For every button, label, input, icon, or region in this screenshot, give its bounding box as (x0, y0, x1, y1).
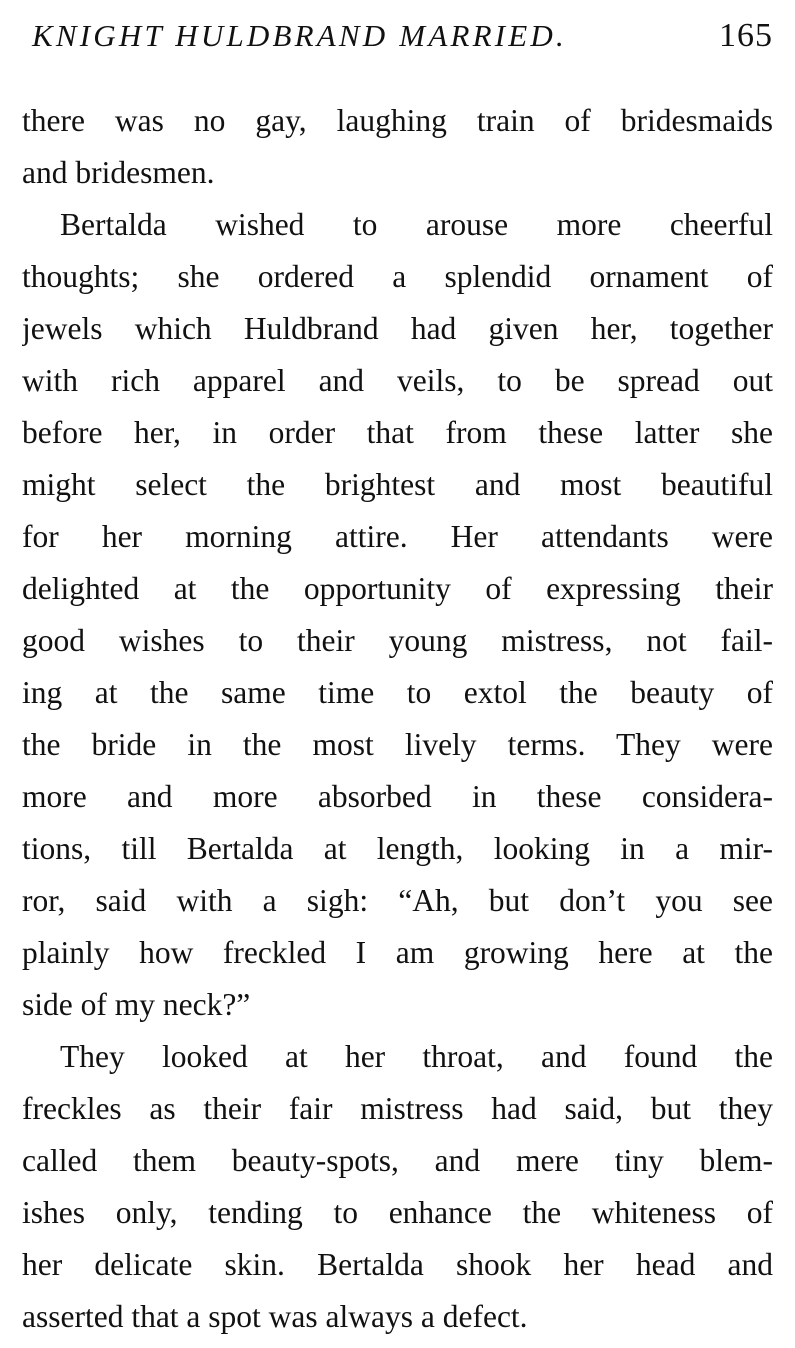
text-line: thoughts; she ordered a splendid ornament of (22, 259, 773, 294)
text-line: asserted that a spot was always a defect. (22, 1299, 528, 1334)
text-line: there was no gay, laughing train of bridesmaids (22, 103, 773, 138)
text-line: ing at the same time to extol the beauty of (22, 675, 773, 710)
text-line: with rich apparel and veils, to be spread out (22, 363, 773, 398)
text-line: freckles as their fair mistress had said, but they (22, 1091, 773, 1126)
body-text (22, 95, 773, 1343)
text-line: They looked at her throat, and found the (60, 1039, 773, 1074)
page-header (32, 12, 773, 60)
running-head: KNIGHT HULDBRAND MARRIED. (32, 18, 567, 53)
text-line: plainly how freckled I am growing here at the (22, 935, 773, 970)
text-line: and bridesmen. (22, 155, 215, 190)
text-line: the bride in the most lively terms. They were (22, 727, 773, 762)
text-line: for her morning attire. Her attendants were (22, 519, 773, 554)
text-line: Bertalda wished to arouse more cheerful (60, 207, 773, 242)
text-line: her delicate skin. Bertalda shook her head and (22, 1247, 773, 1282)
text-line: ishes only, tending to enhance the whiteness of (22, 1195, 773, 1230)
text-line: before her, in order that from these latter she (22, 415, 773, 450)
text-line: jewels which Huldbrand had given her, together (22, 311, 773, 346)
book-page (22, 0, 773, 1348)
text-line: called them beauty-spots, and mere tiny blem- (22, 1143, 773, 1178)
text-line: delighted at the opportunity of expressing their (22, 571, 773, 606)
text-line: might select the brightest and most beautiful (22, 467, 773, 502)
page-number: 165 (719, 17, 773, 54)
text-line: tions, till Bertalda at length, looking in a mir- (22, 831, 773, 866)
text-line: side of my neck?” (22, 987, 251, 1022)
text-line: good wishes to their young mistress, not fail- (22, 623, 773, 658)
text-line: ror, said with a sigh: “Ah, but don’t you see (22, 883, 773, 918)
text-line: more and more absorbed in these considera- (22, 779, 773, 814)
